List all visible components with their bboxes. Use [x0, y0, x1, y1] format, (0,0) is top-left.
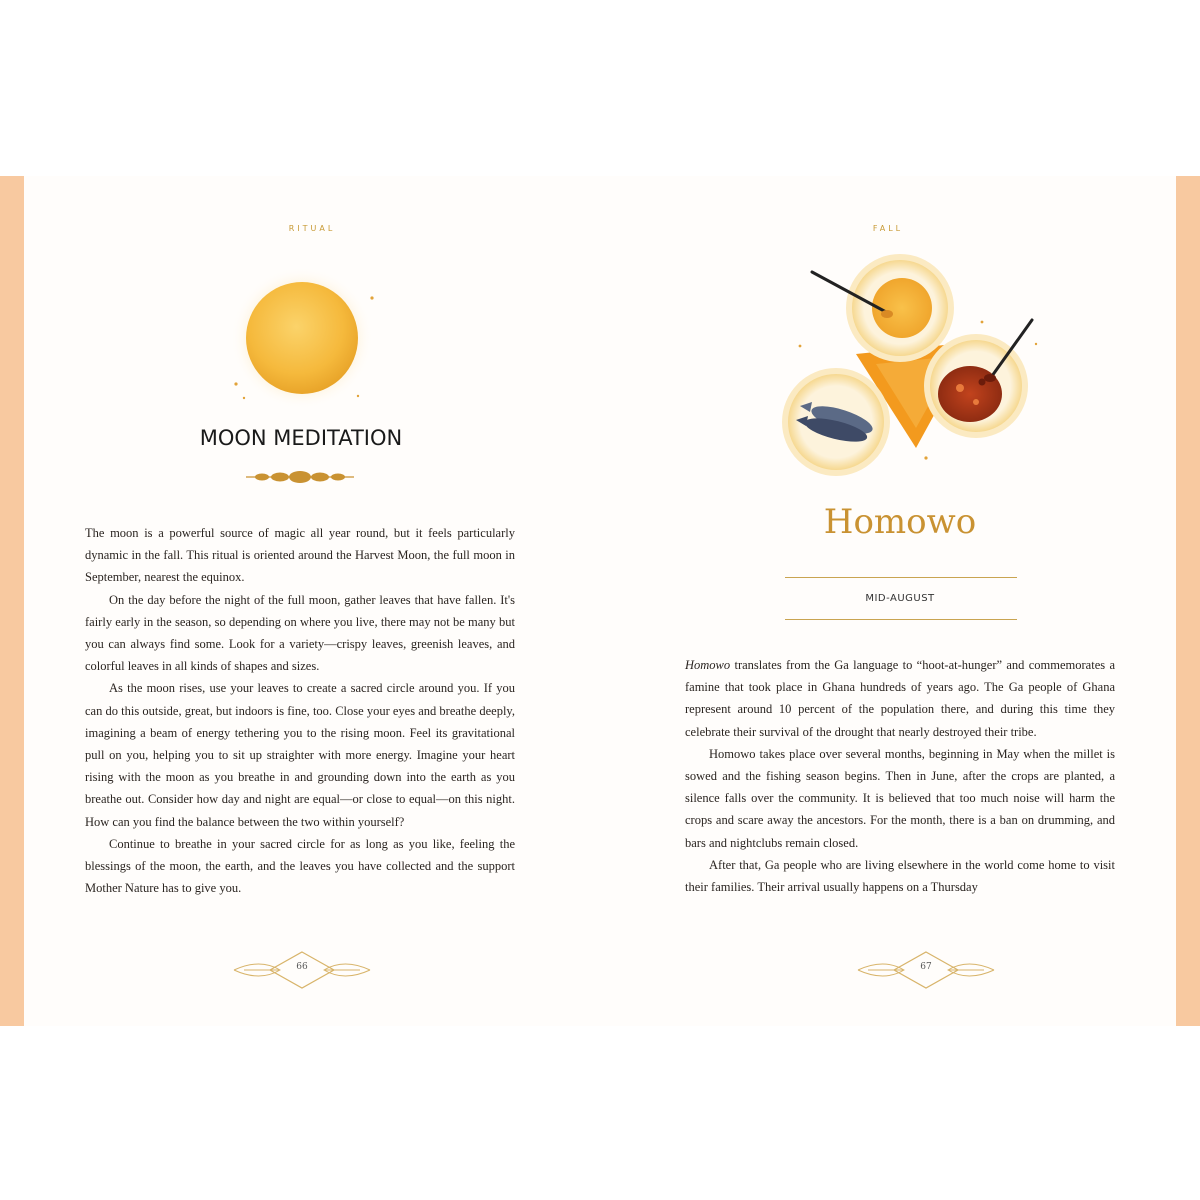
left-page-edge — [0, 176, 24, 1026]
holiday-date: MID-AUGUST — [865, 593, 935, 604]
paragraph: Continue to breathe in your sacred circle for as long as you like, feeling the blessings of the moon, the earth, and the leaves you have collected and the support Mother Nature has to give you. — [85, 836, 515, 896]
paragraph: On the day before the night of the full moon, gather leaves that have fallen. It's fairly early in the season, so depending on where you live, there may not be many but you can always find some. Look for a variety—crispy leaves, greenish leaves, and colorful leaves in all kinds of shapes and sizes. — [85, 592, 515, 674]
ritual-body-text — [85, 522, 515, 899]
paragraph: Homowo takes place over several months, beginning in May when the millet is sowed and the fishing season begins. Then in June, after the crops are planted, a silence falls over the community. It is believed that too much noise will harm the crops and scare away the ancestors. For the month, there is a ban on drumming, and bars and nightclubs remain closed. — [685, 746, 1115, 850]
left-page — [24, 176, 600, 1026]
ritual-title: MOON MEDITATION — [199, 426, 403, 450]
page-number-ornament-right — [854, 950, 998, 990]
page-number: 66 — [296, 962, 308, 972]
running-head-left: RITUAL — [288, 224, 336, 233]
full-moon-illustration — [222, 264, 382, 424]
holiday-body-text — [685, 654, 1115, 898]
page-number: 67 — [920, 962, 932, 972]
homowo-food-bowls-illustration — [776, 252, 1056, 484]
paragraph: As the moon rises, use your leaves to create a sacred circle around you. If you can do this outside, great, but indoors is fine, too. Close your eyes and breathe deeply, imagining a beam of energy tethering you to the rising moon. Feel its gravitational pull on you, helping you to sit up straighter with more energy. Imagine your heart rising with the moon as you breathe in and grounding down into the earth as you breathe out. Consider how day and night are equal—or close to equal—on this night. How can you find the balance between the two within yourself? — [85, 681, 515, 829]
holiday-name-italic: Homowo — [685, 658, 731, 672]
paragraph: After that, Ga people who are living elsewhere in the world come home to visit their families. Their arrival usually happens on a Thursday — [685, 857, 1115, 895]
paragraph — [685, 654, 1115, 743]
paragraph: The moon is a powerful source of magic all year round, but it feels particularly dynamic in the fall. This ritual is oriented around the Harvest Moon, the full moon in September, nearest the equinox. — [85, 526, 515, 585]
running-head-right: FALL — [872, 224, 904, 233]
book-spread — [24, 176, 1176, 1026]
holiday-title: Homowo — [823, 502, 977, 542]
right-page — [600, 176, 1176, 1026]
divider-rule — [785, 577, 1017, 578]
paragraph-text: translates from the Ga language to “hoot-at-hunger” and commemorates a famine that took place in Ghana hundreds of years ago. The Ga people of Ghana represent around 10 percent of the population there, and during this time they celebrate their survival of the drought that nearly destroyed their tribe. — [685, 658, 1115, 739]
page-number-ornament-left — [230, 950, 374, 990]
divider-rule — [785, 619, 1017, 620]
title-ornament — [246, 468, 354, 486]
